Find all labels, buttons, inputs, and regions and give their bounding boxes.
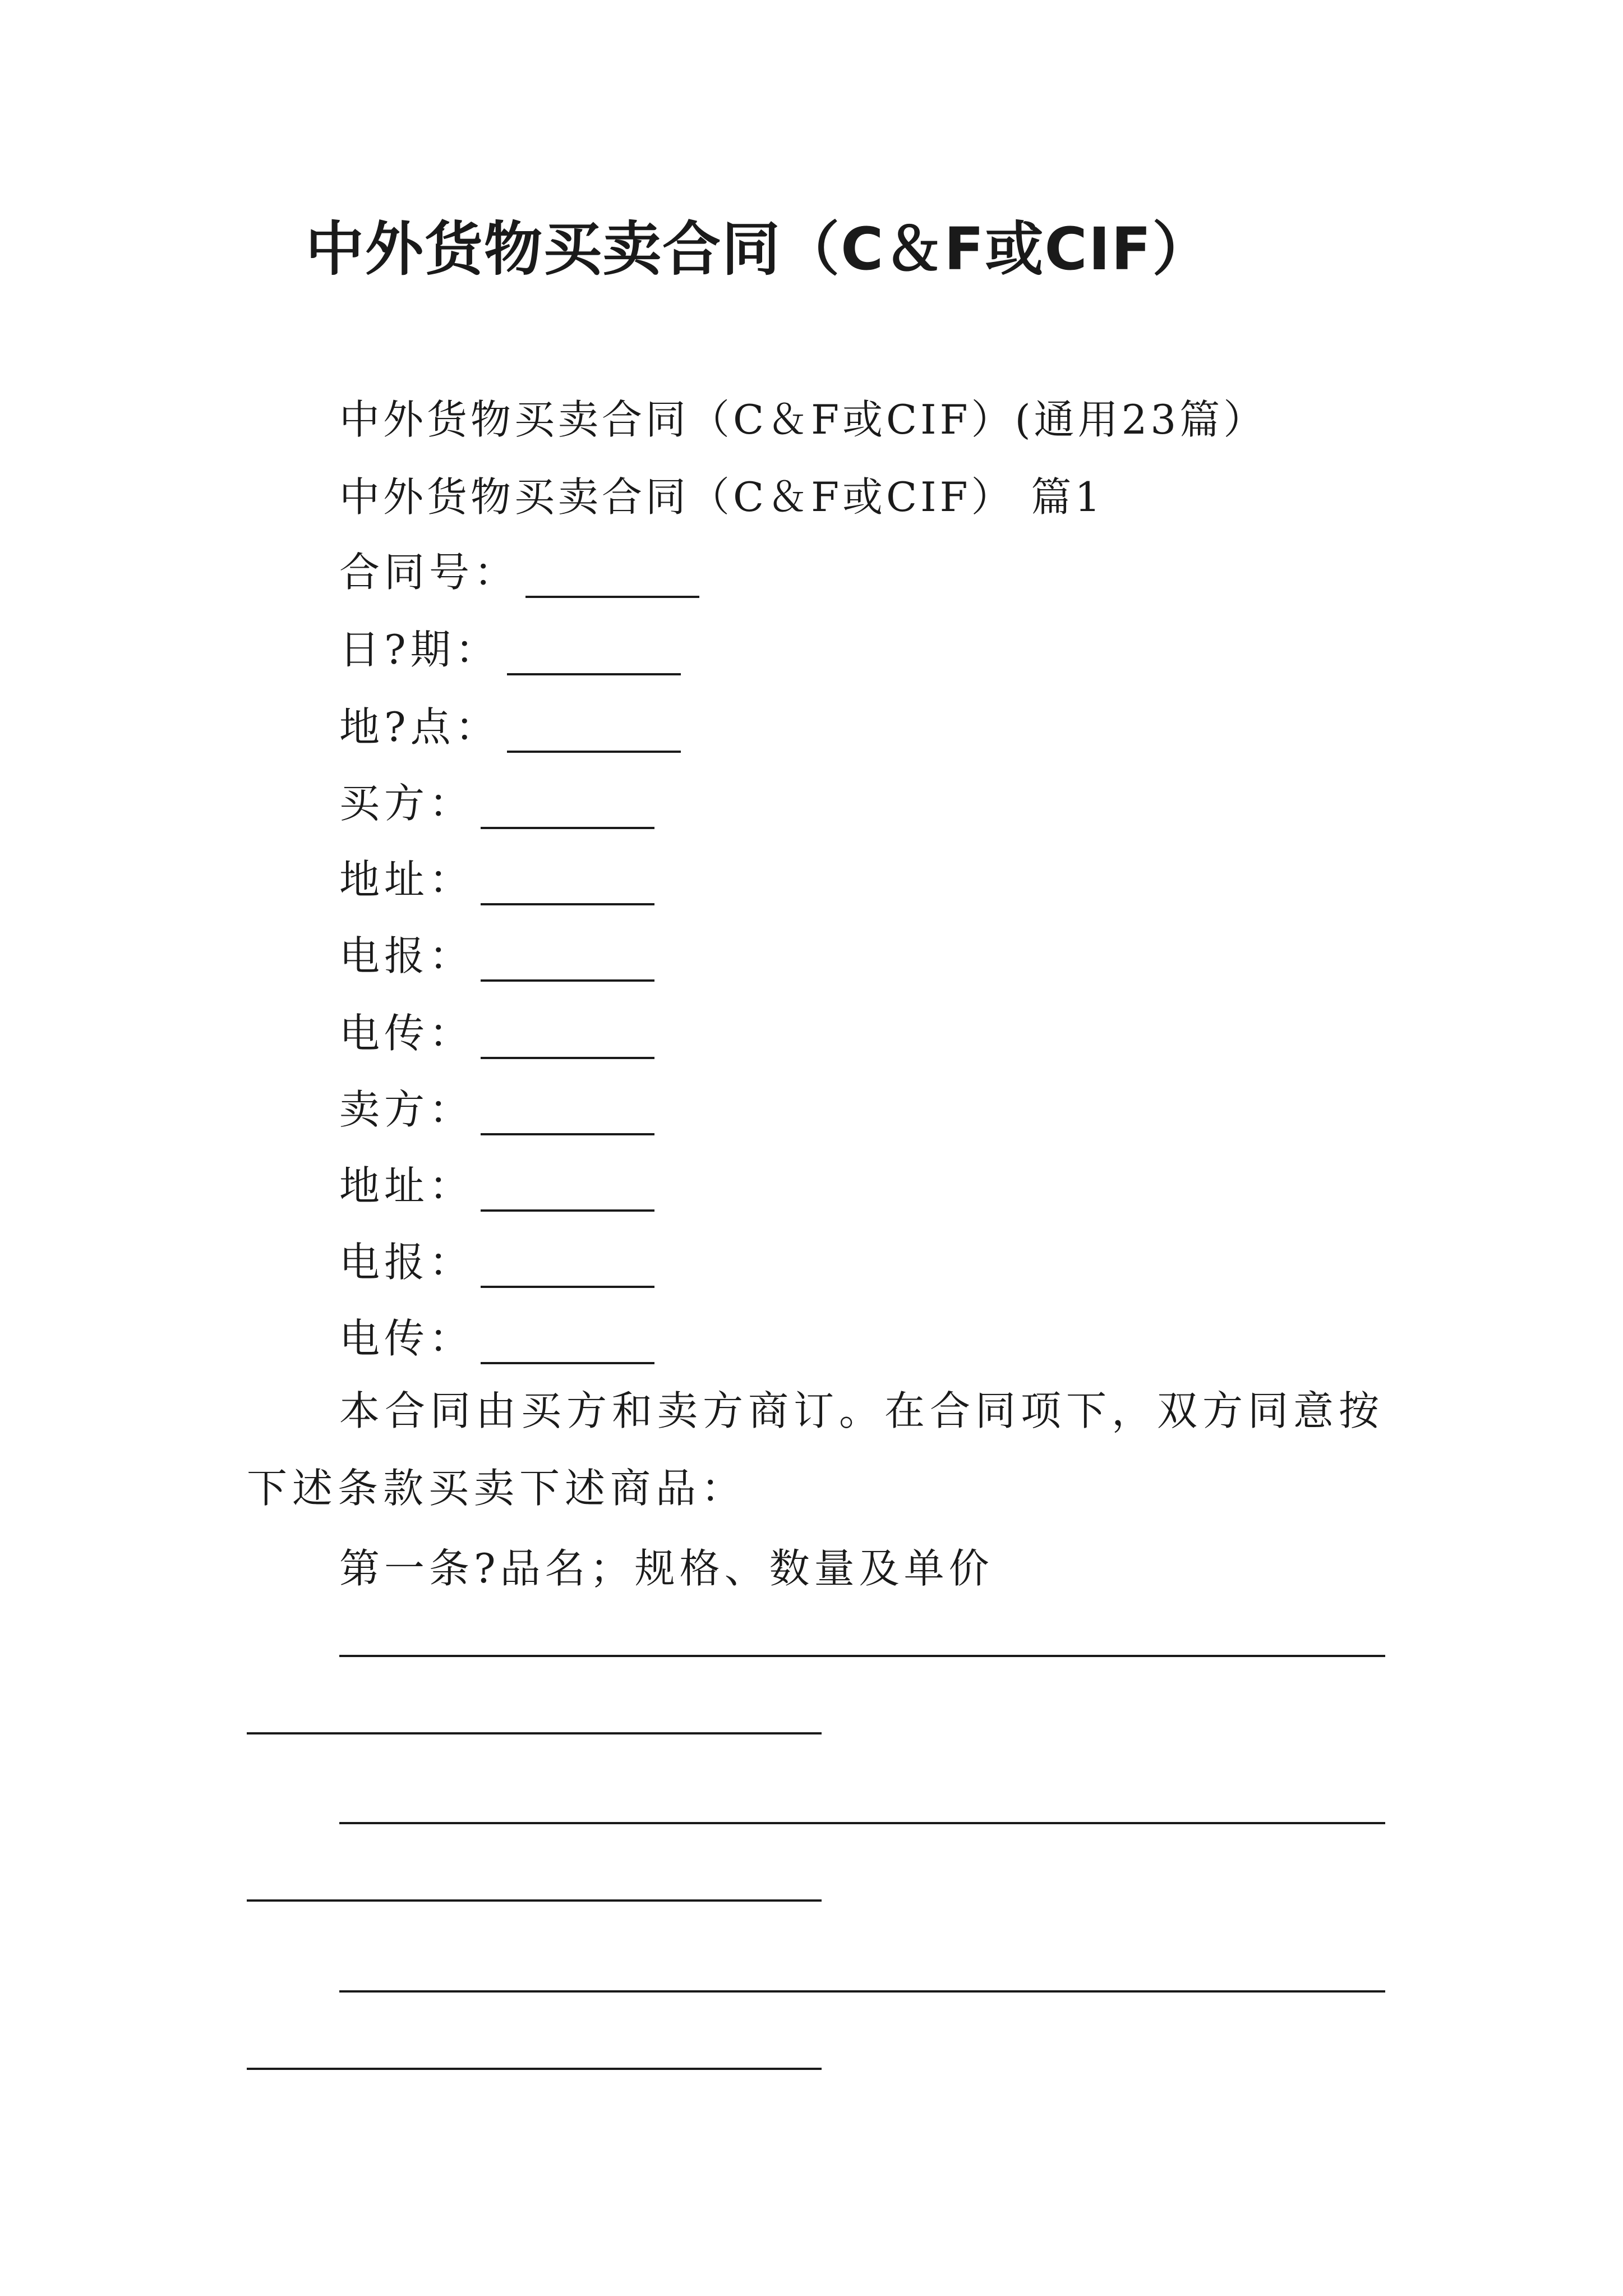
field-buyer-cable [339, 923, 654, 982]
blank-underline [481, 1023, 654, 1059]
document-subtitle: 中外货物买卖合同（C＆F或CIF）(通用23篇） [339, 396, 1267, 443]
fill-in-rule [339, 1990, 1385, 1993]
field-label: 电报： [339, 1239, 474, 1286]
intro-paragraph: 本合同由买方和卖方商订。在合同项下，双方同意按下述条款买卖下述商品： [247, 1387, 1385, 1512]
blank-underline [525, 562, 699, 598]
field-label: 卖方： [339, 1086, 474, 1133]
fill-in-rule [339, 1655, 1385, 1657]
blank-underline [481, 1252, 654, 1288]
field-place [339, 694, 681, 753]
blank-underline [481, 869, 654, 905]
blank-underline [481, 793, 654, 829]
field-buyer-address [339, 847, 654, 905]
blank-underline [481, 1328, 654, 1364]
blank-underline [481, 946, 654, 982]
document-title: 中外货物买卖合同（C＆F或CIF） [306, 215, 1212, 283]
fill-in-rule [247, 1899, 822, 1902]
field-seller [339, 1077, 654, 1135]
blank-underline [481, 1176, 654, 1212]
fill-in-rule [339, 1822, 1385, 1824]
field-label: 地?点： [339, 703, 500, 751]
field-seller-telex [339, 1306, 654, 1364]
field-label: 电传： [339, 1010, 474, 1057]
field-label: 合同号： [339, 549, 519, 596]
blank-underline [507, 639, 681, 675]
article-1-heading: 第一条?品名；规格、数量及单价 [339, 1545, 994, 1592]
fill-in-rule [247, 1732, 822, 1734]
field-seller-cable [339, 1230, 654, 1288]
blank-underline [481, 1099, 654, 1135]
field-label: 地址： [339, 1162, 474, 1209]
field-buyer-telex [339, 1001, 654, 1059]
field-label: 日?期： [339, 626, 500, 673]
field-seller-address [339, 1153, 654, 1212]
field-contract-no [339, 540, 699, 598]
field-date [339, 617, 681, 675]
field-label: 电传： [339, 1315, 474, 1362]
fill-in-rule [247, 2068, 822, 2070]
field-buyer [339, 771, 654, 829]
section-heading: 中外货物买卖合同（C＆F或CIF） 篇1 [339, 473, 1104, 521]
field-label: 地址： [339, 856, 474, 903]
field-label: 电报： [339, 932, 474, 979]
field-label: 买方： [339, 780, 474, 827]
blank-underline [507, 717, 681, 753]
